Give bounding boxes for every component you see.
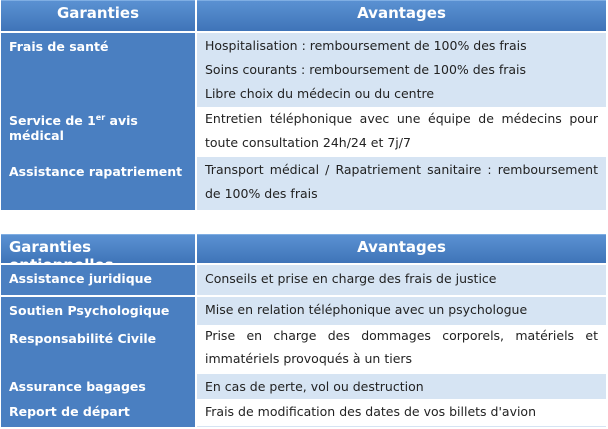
header-label: Avantages xyxy=(357,238,446,256)
table-row-assurance-bagages xyxy=(1,375,606,399)
row-label-cell xyxy=(1,297,195,325)
row-label: Frais de santé xyxy=(9,39,109,54)
row-value-cell xyxy=(197,375,606,399)
table-row-report-depart xyxy=(1,399,606,427)
row-value-cell xyxy=(197,158,606,210)
row-value-line: Soins courants : remboursement de 100% des frais xyxy=(205,62,527,77)
row-value-line: Entretien téléphonique avec une équipe de médecins pour xyxy=(205,111,598,126)
row-value-line: Frais de modification des dates de vos billets d'avion xyxy=(205,404,537,419)
row-value-cell xyxy=(197,297,606,325)
table-header xyxy=(1,234,606,263)
header-cell-avantages xyxy=(197,0,606,31)
row-label-cell xyxy=(1,375,195,399)
row-value-line: Libre choix du médecin ou du centre xyxy=(205,86,435,101)
table-row-rapatriement xyxy=(1,158,606,210)
table-row-avis-medical xyxy=(1,107,606,158)
row-label: Assistance juridique xyxy=(9,271,153,286)
header-label: Garanties xyxy=(9,238,92,256)
header-label: Garanties xyxy=(56,4,140,22)
header-label: Avantages xyxy=(357,4,446,22)
row-value-cell xyxy=(197,33,606,107)
row-value-cell xyxy=(197,325,606,375)
table-row-assistance-juridique xyxy=(1,265,606,295)
table-row-responsabilite-civile xyxy=(1,325,606,375)
row-label: Soutien Psychologique xyxy=(9,303,170,318)
row-label-cell xyxy=(1,399,195,427)
row-label-cell xyxy=(1,158,195,210)
row-value-line: Transport médical / Rapatriement sanitaire : remboursement xyxy=(205,162,598,177)
row-label: Assistance rapatriement xyxy=(9,164,183,179)
row-label: Responsabilité Civile xyxy=(9,331,157,346)
row-value-cell xyxy=(197,265,606,295)
row-label-cell xyxy=(1,265,195,295)
row-label-cell xyxy=(1,325,195,375)
row-value-line: Prise en charge des dommages corporels, matériels et xyxy=(205,328,598,343)
table-row-soutien-psychologique xyxy=(1,297,606,325)
row-label: Service de 1er avis médical xyxy=(9,112,138,143)
row-label: Report de départ xyxy=(9,404,130,419)
row-value-cell xyxy=(197,399,606,427)
row-value-cell xyxy=(197,107,606,158)
row-value-line: Mise en relation téléphonique avec un psychologue xyxy=(205,302,528,317)
row-value-line: immatériels provoqués à un tiers xyxy=(205,351,413,366)
header-cell-garanties-optionnelles xyxy=(1,234,195,263)
header-cell-avantages xyxy=(197,234,606,263)
header-cell-garanties xyxy=(1,0,195,31)
table-header xyxy=(1,0,606,31)
row-value-line: toute consultation 24h/24 et 7j/7 xyxy=(205,135,411,150)
row-label-cell xyxy=(1,33,195,107)
row-value-line: Hospitalisation : remboursement de 100% des frais xyxy=(205,38,527,53)
row-label: Assurance bagages xyxy=(9,379,146,394)
row-value-line: de 100% des frais xyxy=(205,186,318,201)
table-row-frais-sante xyxy=(1,33,606,107)
row-label-cell xyxy=(1,107,195,158)
row-value-line: Conseils et prise en charge des frais de justice xyxy=(205,271,497,286)
row-value-line: En cas de perte, vol ou destruction xyxy=(205,379,424,394)
